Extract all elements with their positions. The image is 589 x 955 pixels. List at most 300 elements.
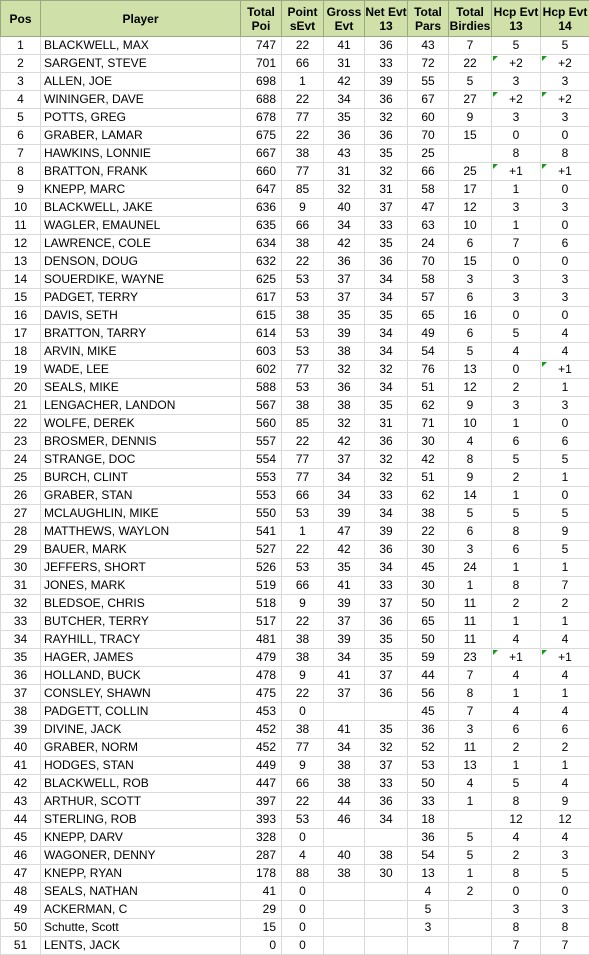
table-row[interactable]	[1, 235, 589, 253]
pos-value: 29	[14, 542, 27, 556]
hcp-evt14-cell	[541, 253, 589, 271]
net-evt13-value: 34	[379, 380, 392, 394]
player-value: KNEPP, DARV	[44, 830, 123, 844]
player-value: SEALS, MIKE	[44, 380, 119, 394]
player-value: BURCH, CLINT	[44, 470, 128, 484]
hcp-evt13-value: 4	[513, 830, 520, 844]
table-row[interactable]	[1, 343, 589, 361]
plus-handicap-marker-icon	[542, 92, 547, 97]
total-poi-value: 526	[256, 560, 276, 574]
point-sevt-cell	[282, 739, 324, 757]
pos-cell	[1, 451, 41, 469]
total-birdies-cell	[449, 811, 492, 829]
total-pars-value: 43	[421, 38, 434, 52]
total-birdies-value: 5	[467, 830, 474, 844]
point-sevt-value: 38	[296, 650, 309, 664]
table-row[interactable]	[1, 901, 589, 919]
total-pars-cell	[408, 775, 449, 793]
net-evt13-value: 32	[379, 740, 392, 754]
table-row[interactable]	[1, 289, 589, 307]
point-sevt-cell	[282, 541, 324, 559]
hcp-evt14-value: 0	[562, 182, 569, 196]
hcp-evt13-cell	[492, 73, 541, 91]
total-birdies-value: 9	[467, 398, 474, 412]
pos-cell	[1, 91, 41, 109]
point-sevt-value: 0	[299, 920, 306, 934]
gross-evt-value: 34	[337, 92, 350, 106]
table-row[interactable]	[1, 91, 589, 109]
plus-handicap-marker-icon	[542, 650, 547, 655]
total-poi-cell	[241, 793, 282, 811]
pos-value: 33	[14, 614, 27, 628]
hcp-evt13-cell	[492, 631, 541, 649]
pos-value: 12	[14, 236, 27, 250]
hcp-evt14-value: 3	[562, 272, 569, 286]
gross-evt-cell	[324, 631, 365, 649]
total-poi-value: 701	[256, 56, 276, 70]
table-row[interactable]	[1, 937, 589, 955]
point-sevt-value: 66	[296, 776, 309, 790]
total-poi-value: 527	[256, 542, 276, 556]
table-row[interactable]	[1, 505, 589, 523]
pos-value: 16	[14, 308, 27, 322]
total-birdies-cell	[449, 793, 492, 811]
gross-evt-value: 35	[337, 560, 350, 574]
total-pars-value: 58	[421, 272, 434, 286]
net-evt13-cell	[365, 73, 408, 91]
net-evt13-value: 37	[379, 758, 392, 772]
table-row[interactable]	[1, 829, 589, 847]
col-header-total-poi[interactable]: Total Poi	[241, 1, 282, 37]
table-row[interactable]	[1, 55, 589, 73]
table-row[interactable]	[1, 217, 589, 235]
hcp-evt14-value: 1	[562, 758, 569, 772]
point-sevt-value: 9	[299, 596, 306, 610]
pos-value: 46	[14, 848, 27, 862]
pos-value: 19	[14, 362, 27, 376]
hcp-evt14-value: 3	[562, 290, 569, 304]
total-poi-cell	[241, 235, 282, 253]
table-row[interactable]	[1, 613, 589, 631]
point-sevt-cell	[282, 559, 324, 577]
hcp-evt13-value: 5	[513, 776, 520, 790]
col-header-gross-evt[interactable]: Gross Evt	[324, 1, 365, 37]
gross-evt-value: 40	[337, 200, 350, 214]
total-pars-value: 70	[421, 128, 434, 142]
total-pars-value: 36	[421, 830, 434, 844]
player-cell	[41, 109, 241, 127]
col-header-pos[interactable]: Pos	[1, 1, 41, 37]
total-poi-cell	[241, 829, 282, 847]
total-poi-value: 393	[256, 812, 276, 826]
total-pars-cell	[408, 793, 449, 811]
pos-cell	[1, 415, 41, 433]
player-cell	[41, 811, 241, 829]
pos-cell	[1, 73, 41, 91]
player-cell	[41, 649, 241, 667]
table-row[interactable]	[1, 649, 589, 667]
player-value: JEFFERS, SHORT	[44, 560, 146, 574]
player-cell	[41, 343, 241, 361]
player-value: BLACKWELL, MAX	[44, 38, 149, 52]
total-poi-cell	[241, 37, 282, 55]
table-row[interactable]	[1, 181, 589, 199]
hcp-evt14-value: +1	[558, 650, 572, 664]
point-sevt-cell	[282, 901, 324, 919]
point-sevt-cell	[282, 793, 324, 811]
total-poi-cell	[241, 253, 282, 271]
table-row[interactable]	[1, 163, 589, 181]
total-poi-cell	[241, 91, 282, 109]
hcp-evt13-cell	[492, 217, 541, 235]
net-evt13-cell	[365, 199, 408, 217]
point-sevt-cell	[282, 325, 324, 343]
hcp-evt14-value: 4	[562, 326, 569, 340]
hcp-evt14-cell	[541, 901, 589, 919]
table-row[interactable]	[1, 361, 589, 379]
col-header-point-sevt[interactable]: Point sEvt	[282, 1, 324, 37]
hcp-evt13-value: 3	[513, 74, 520, 88]
net-evt13-value: 39	[379, 524, 392, 538]
table-row[interactable]	[1, 523, 589, 541]
hcp-evt14-value: 1	[562, 380, 569, 394]
player-cell	[41, 73, 241, 91]
hcp-evt14-value: 7	[562, 578, 569, 592]
total-birdies-cell	[449, 289, 492, 307]
total-pars-value: 51	[421, 380, 434, 394]
total-pars-cell	[408, 721, 449, 739]
gross-evt-cell	[324, 541, 365, 559]
hcp-evt14-cell	[541, 55, 589, 73]
table-row[interactable]	[1, 703, 589, 721]
net-evt13-cell	[365, 775, 408, 793]
player-cell	[41, 703, 241, 721]
player-value: PADGET, TERRY	[44, 290, 138, 304]
total-poi-cell	[241, 361, 282, 379]
hcp-evt13-value: 2	[513, 848, 520, 862]
player-value: WAGONER, DENNY	[44, 848, 156, 862]
table-row[interactable]	[1, 469, 589, 487]
hcp-evt13-value: 7	[513, 236, 520, 250]
gross-evt-cell	[324, 397, 365, 415]
pos-cell	[1, 865, 41, 883]
net-evt13-cell	[365, 451, 408, 469]
point-sevt-value: 88	[296, 866, 309, 880]
pos-value: 5	[17, 110, 24, 124]
net-evt13-cell	[365, 613, 408, 631]
pos-value: 17	[14, 326, 27, 340]
total-pars-cell	[408, 397, 449, 415]
hcp-evt14-cell	[541, 685, 589, 703]
point-sevt-value: 0	[299, 884, 306, 898]
player-cell	[41, 469, 241, 487]
table-row[interactable]	[1, 253, 589, 271]
hcp-evt14-cell	[541, 469, 589, 487]
total-birdies-value: 8	[467, 686, 474, 700]
table-row[interactable]	[1, 667, 589, 685]
total-birdies-cell	[449, 145, 492, 163]
total-birdies-cell	[449, 199, 492, 217]
table-row[interactable]	[1, 397, 589, 415]
table-row[interactable]	[1, 307, 589, 325]
hcp-evt14-cell	[541, 649, 589, 667]
hcp-evt13-value: 0	[513, 254, 520, 268]
total-pars-cell	[408, 199, 449, 217]
gross-evt-value: 42	[337, 74, 350, 88]
col-header-total-birdies[interactable]: Total Birdies	[449, 1, 492, 37]
table-row[interactable]	[1, 415, 589, 433]
gross-evt-value: 38	[337, 776, 350, 790]
hcp-evt13-cell	[492, 235, 541, 253]
net-evt13-cell	[365, 901, 408, 919]
total-poi-value: 625	[256, 272, 276, 286]
total-pars-cell	[408, 163, 449, 181]
table-row[interactable]	[1, 487, 589, 505]
total-birdies-value: 8	[467, 452, 474, 466]
pos-cell	[1, 397, 41, 415]
gross-evt-value: 31	[337, 164, 350, 178]
table-row[interactable]	[1, 271, 589, 289]
gross-evt-value: 42	[337, 236, 350, 250]
table-row[interactable]	[1, 127, 589, 145]
player-value: KNEPP, MARC	[44, 182, 125, 196]
point-sevt-cell	[282, 235, 324, 253]
gross-evt-cell	[324, 199, 365, 217]
net-evt13-value: 36	[379, 614, 392, 628]
total-poi-cell	[241, 217, 282, 235]
hcp-evt14-cell	[541, 361, 589, 379]
player-value: SARGENT, STEVE	[44, 56, 147, 70]
gross-evt-cell	[324, 235, 365, 253]
hcp-evt13-cell	[492, 721, 541, 739]
pos-value: 18	[14, 344, 27, 358]
pos-cell	[1, 757, 41, 775]
table-row[interactable]	[1, 37, 589, 55]
table-row[interactable]	[1, 433, 589, 451]
hcp-evt13-value: 2	[513, 740, 520, 754]
table-row[interactable]	[1, 847, 589, 865]
total-birdies-value: 6	[467, 524, 474, 538]
gross-evt-value: 32	[337, 416, 350, 430]
table-row[interactable]	[1, 577, 589, 595]
player-value: ALLEN, JOE	[44, 74, 112, 88]
pos-value: 43	[14, 794, 27, 808]
net-evt13-value: 32	[379, 452, 392, 466]
table-row[interactable]	[1, 685, 589, 703]
table-row[interactable]	[1, 631, 589, 649]
net-evt13-cell	[365, 307, 408, 325]
total-pars-cell	[408, 739, 449, 757]
total-birdies-value: 7	[467, 38, 474, 52]
player-value: BLACKWELL, ROB	[44, 776, 149, 790]
table-row[interactable]	[1, 541, 589, 559]
hcp-evt14-value: 6	[562, 434, 569, 448]
total-poi-cell	[241, 523, 282, 541]
point-sevt-cell	[282, 163, 324, 181]
total-poi-value: 636	[256, 200, 276, 214]
hcp-evt14-cell	[541, 199, 589, 217]
gross-evt-value: 34	[337, 740, 350, 754]
total-birdies-cell	[449, 181, 492, 199]
table-row[interactable]	[1, 757, 589, 775]
total-poi-cell	[241, 505, 282, 523]
total-pars-cell	[408, 37, 449, 55]
point-sevt-value: 0	[299, 902, 306, 916]
net-evt13-value: 35	[379, 632, 392, 646]
col-header-total-pars[interactable]: Total Pars	[408, 1, 449, 37]
table-row[interactable]	[1, 865, 589, 883]
net-evt13-cell	[365, 127, 408, 145]
hcp-evt13-cell	[492, 919, 541, 937]
gross-evt-cell	[324, 217, 365, 235]
pos-cell	[1, 253, 41, 271]
col-header-net-evt13[interactable]: Net Evt 13	[365, 1, 408, 37]
pos-cell	[1, 775, 41, 793]
player-cell	[41, 613, 241, 631]
hcp-evt13-value: 8	[513, 920, 520, 934]
table-row[interactable]	[1, 559, 589, 577]
hcp-evt14-cell	[541, 667, 589, 685]
table-row[interactable]	[1, 199, 589, 217]
total-pars-value: 33	[421, 794, 434, 808]
total-poi-cell	[241, 739, 282, 757]
net-evt13-value: 36	[379, 434, 392, 448]
point-sevt-cell	[282, 289, 324, 307]
pos-cell	[1, 523, 41, 541]
player-cell	[41, 667, 241, 685]
gross-evt-cell	[324, 739, 365, 757]
pos-value: 44	[14, 812, 27, 826]
table-row[interactable]	[1, 145, 589, 163]
hcp-evt13-cell	[492, 361, 541, 379]
point-sevt-cell	[282, 397, 324, 415]
hcp-evt14-value: 0	[562, 128, 569, 142]
point-sevt-cell	[282, 127, 324, 145]
net-evt13-cell	[365, 271, 408, 289]
hcp-evt14-cell	[541, 397, 589, 415]
total-pars-value: 18	[421, 812, 434, 826]
point-sevt-cell	[282, 595, 324, 613]
pos-cell	[1, 127, 41, 145]
table-row[interactable]	[1, 721, 589, 739]
total-poi-cell	[241, 883, 282, 901]
hcp-evt13-value: 0	[513, 308, 520, 322]
table-row[interactable]	[1, 379, 589, 397]
total-birdies-cell	[449, 451, 492, 469]
total-birdies-value: 3	[467, 542, 474, 556]
total-poi-value: 29	[263, 902, 276, 916]
player-cell	[41, 793, 241, 811]
point-sevt-value: 1	[299, 74, 306, 88]
total-pars-value: 22	[421, 524, 434, 538]
total-pars-value: 24	[421, 236, 434, 250]
player-cell	[41, 199, 241, 217]
table-row[interactable]	[1, 883, 589, 901]
table-row[interactable]	[1, 775, 589, 793]
player-value: BLEDSOE, CHRIS	[44, 596, 145, 610]
pos-value: 23	[14, 434, 27, 448]
point-sevt-value: 53	[296, 272, 309, 286]
gross-evt-value: 46	[337, 812, 350, 826]
total-pars-value: 50	[421, 776, 434, 790]
point-sevt-value: 38	[296, 236, 309, 250]
table-row[interactable]	[1, 739, 589, 757]
hcp-evt13-value: 4	[513, 704, 520, 718]
total-pars-value: 13	[421, 866, 434, 880]
table-row[interactable]	[1, 595, 589, 613]
net-evt13-value: 37	[379, 596, 392, 610]
pos-cell	[1, 217, 41, 235]
table-row[interactable]	[1, 793, 589, 811]
total-birdies-value: 7	[467, 704, 474, 718]
net-evt13-value: 34	[379, 560, 392, 574]
net-evt13-cell	[365, 289, 408, 307]
table-row[interactable]	[1, 811, 589, 829]
hcp-evt14-cell	[541, 757, 589, 775]
gross-evt-value: 39	[337, 506, 350, 520]
net-evt13-cell	[365, 595, 408, 613]
hcp-evt14-cell	[541, 415, 589, 433]
table-row[interactable]	[1, 109, 589, 127]
hcp-evt14-value: 7	[562, 938, 569, 952]
hcp-evt13-value: 1	[513, 758, 520, 772]
point-sevt-cell	[282, 523, 324, 541]
total-pars-value: 3	[425, 920, 432, 934]
gross-evt-value: 34	[337, 218, 350, 232]
col-header-player[interactable]: Player	[41, 1, 241, 37]
hcp-evt13-value: 8	[513, 578, 520, 592]
plus-handicap-marker-icon	[493, 92, 498, 97]
table-row[interactable]	[1, 325, 589, 343]
total-poi-value: 678	[256, 110, 276, 124]
total-birdies-value: 13	[463, 758, 476, 772]
pos-value: 38	[14, 704, 27, 718]
pos-value: 11	[14, 218, 26, 232]
gross-evt-cell	[324, 307, 365, 325]
player-value: BAUER, MARK	[44, 542, 127, 556]
player-cell	[41, 721, 241, 739]
gross-evt-cell	[324, 91, 365, 109]
table-row[interactable]	[1, 919, 589, 937]
total-birdies-cell	[449, 271, 492, 289]
total-pars-cell	[408, 847, 449, 865]
gross-evt-value: 39	[337, 632, 350, 646]
player-cell	[41, 289, 241, 307]
hcp-evt14-cell	[541, 487, 589, 505]
hcp-evt14-cell	[541, 91, 589, 109]
table-row[interactable]	[1, 451, 589, 469]
total-pars-cell	[408, 73, 449, 91]
standings-body	[1, 37, 589, 955]
pos-value: 34	[14, 632, 27, 646]
player-cell	[41, 487, 241, 505]
net-evt13-cell	[365, 37, 408, 55]
gross-evt-cell	[324, 163, 365, 181]
total-poi-value: 688	[256, 92, 276, 106]
hcp-evt13-cell	[492, 793, 541, 811]
col-header-hcp-evt13[interactable]: Hcp Evt 13	[492, 1, 541, 37]
table-row[interactable]	[1, 73, 589, 91]
col-header-hcp-evt14[interactable]: Hcp Evt 14	[541, 1, 589, 37]
point-sevt-value: 77	[296, 452, 309, 466]
hcp-evt14-cell	[541, 289, 589, 307]
plus-handicap-marker-icon	[542, 362, 547, 367]
total-poi-cell	[241, 433, 282, 451]
pos-value: 25	[14, 470, 27, 484]
hcp-evt14-cell	[541, 37, 589, 55]
player-cell	[41, 379, 241, 397]
net-evt13-cell	[365, 703, 408, 721]
